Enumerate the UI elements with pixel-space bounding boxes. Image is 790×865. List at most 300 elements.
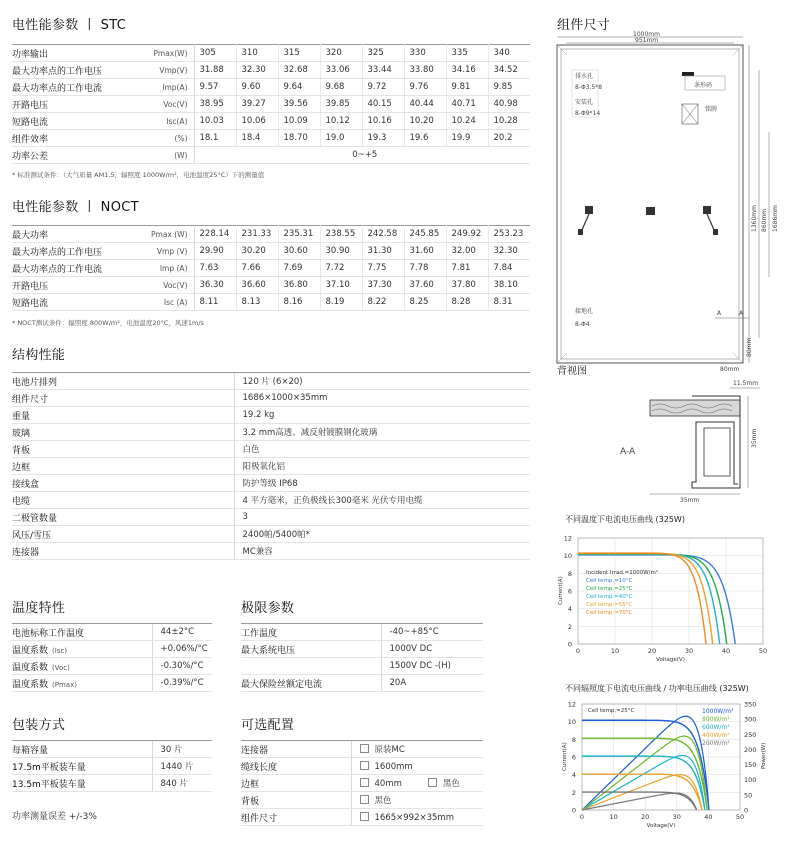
section-label: A-A	[620, 447, 636, 457]
row-label: 二极管数量	[12, 509, 234, 526]
legend-entry: Cell temp.=40°C	[586, 594, 633, 600]
cell-value: 33.06	[320, 62, 362, 79]
junction-box-left-icon	[578, 206, 593, 235]
cell-value: 10.24	[446, 113, 488, 130]
cell-value: 320	[320, 45, 362, 62]
option-label: 黑色	[374, 796, 392, 806]
noct-row	[12, 226, 530, 243]
cell-value: 7.69	[278, 260, 320, 277]
temperature-body	[12, 624, 212, 692]
y-tick-label: 10	[563, 552, 572, 561]
row-label: 玻璃	[12, 424, 234, 441]
barcode-icon	[682, 72, 694, 76]
structure-row	[12, 373, 530, 390]
packaging-note: 功率测量误差 +/-3%	[12, 812, 97, 822]
cell-value: 19.6	[404, 130, 446, 147]
row-label: 最大功率点的工作电压	[12, 62, 142, 79]
row-label: 功率公差	[12, 147, 142, 164]
structure-row	[12, 424, 530, 441]
row-unit: Voc(V)	[142, 277, 194, 294]
cell-value: 7.75	[362, 260, 404, 277]
cell-value: 39.27	[236, 96, 278, 113]
cell-value: 9.72	[362, 79, 404, 96]
cell-value: 9.81	[446, 79, 488, 96]
cell-value: 39.56	[278, 96, 320, 113]
row-label: 边框	[241, 775, 351, 792]
option-label: 1665×992×35mm	[374, 812, 454, 823]
row-label	[12, 675, 152, 692]
cell-value: 330	[404, 45, 446, 62]
option-checkbox[interactable]	[360, 812, 369, 821]
row-label: 接线盒	[12, 475, 234, 492]
label-drain-spec: 8-Φ3.5*8	[575, 84, 603, 91]
row-label: 短路电流	[12, 294, 142, 311]
packaging-row	[12, 758, 212, 775]
y2-tick-label: 0	[744, 806, 749, 815]
label-mount-spec: 8-Φ9*14	[575, 110, 601, 117]
row-label: 短路电流	[12, 113, 142, 130]
options-row	[241, 792, 483, 809]
cell-value: 37.60	[404, 277, 446, 294]
row-label: 开路电压	[12, 277, 142, 294]
row-value: 1440 片	[152, 758, 212, 775]
x-tick-label: 30	[684, 647, 694, 655]
y-axis-label: Current(A)	[558, 576, 564, 605]
packaging-body	[12, 741, 212, 792]
row-sub-label: (Pmax)	[52, 680, 77, 689]
cell-value: 7.72	[320, 260, 362, 277]
legend-entry: Cell temp.=25°C	[586, 586, 633, 592]
row-options	[351, 792, 483, 809]
cell-value: 238.55	[320, 226, 362, 243]
stc-row	[12, 79, 530, 96]
y-tick-label: 10	[567, 718, 576, 727]
cell-value: 32.00	[446, 243, 488, 260]
cell-value: 325	[362, 45, 404, 62]
row-value: 2400帕/5400帕*	[234, 526, 530, 543]
cell-value: 33.44	[362, 62, 404, 79]
structure-row	[12, 526, 530, 543]
row-value: 1000V DC	[381, 641, 483, 658]
cell-value: 30.60	[278, 243, 320, 260]
row-label: 工作温度	[241, 624, 381, 641]
row-unit: Imp(A)	[142, 79, 194, 96]
dim-80-horizontal: 80mm	[720, 366, 740, 373]
row-value: 20A	[381, 675, 483, 692]
row-value: +0.06%/°C	[152, 641, 212, 658]
options-row	[241, 809, 483, 826]
row-label: 电池片排列	[12, 373, 234, 390]
cell-value: 37.80	[446, 277, 488, 294]
limits-row	[241, 658, 483, 675]
row-value: 120 片 (6×20)	[234, 373, 530, 390]
cell-value: 7.78	[404, 260, 446, 277]
row-label-text: 温度系数	[12, 645, 49, 656]
pv-curve-4	[582, 793, 697, 810]
row-label-text: 温度系数	[12, 679, 49, 690]
label-ground-hole: 接地孔	[575, 308, 594, 315]
cell-value: 9.68	[320, 79, 362, 96]
legend-entry: Cell temp.=55°C	[586, 602, 633, 608]
row-label: 缆线长度	[241, 758, 351, 775]
cell-value: 37.10	[320, 277, 362, 294]
temperature-row	[12, 675, 212, 692]
stc-row	[12, 113, 530, 130]
noct-row	[12, 260, 530, 277]
cell-value: 40.44	[404, 96, 446, 113]
y2-tick-label: 50	[744, 791, 753, 800]
cell-value: 34.16	[446, 62, 488, 79]
cell-value: 38.10	[488, 277, 530, 294]
x-tick-label: 50	[735, 813, 745, 821]
row-unit: Pmax(W)	[142, 45, 194, 62]
y-axis-label: Current(A)	[562, 742, 568, 771]
back-view-label: 背视图	[557, 366, 587, 377]
y2-axis-label: Power(W)	[761, 742, 767, 769]
options-row	[241, 758, 483, 775]
row-value: 防护等级 IP68	[234, 475, 530, 492]
legend-entry: 1000W/m²	[702, 708, 734, 715]
cell-value: 9.60	[236, 79, 278, 96]
label-drain-hole: 排水孔	[575, 73, 594, 80]
row-unit: Vmp(V)	[142, 62, 194, 79]
cell-value: 8.11	[194, 294, 236, 311]
cell-value: 19.9	[446, 130, 488, 147]
row-value: 3	[234, 509, 530, 526]
cell-value: 18.1	[194, 130, 236, 147]
legend-entry: 600W/m²	[702, 724, 730, 731]
cell-value: 40.98	[488, 96, 530, 113]
x-axis-label: Voltage(V)	[656, 657, 685, 663]
cell-value: 10.03	[194, 113, 236, 130]
x-tick-label: 0	[579, 813, 585, 821]
stc-note: * 标准测试条件：（大气质量 AM1.5，辐照度 1000W/m²，电池温度25°C）下的测量值	[12, 171, 265, 179]
limits-body	[241, 624, 483, 692]
label-mount-hole: 安装孔	[575, 99, 594, 106]
cell-value: 10.06	[236, 113, 278, 130]
temperature-row	[12, 658, 212, 675]
y-tick-label: 8	[567, 569, 572, 578]
row-unit: Pmax (W)	[142, 226, 194, 243]
packaging-table	[12, 740, 212, 792]
cell-value: 31.88	[194, 62, 236, 79]
structure-row	[12, 458, 530, 475]
junction-box-center-icon	[646, 207, 655, 215]
iv-irradiance-chart	[560, 698, 780, 836]
cell-value: 235.31	[278, 226, 320, 243]
cell-value: 40.71	[446, 96, 488, 113]
iv-curve-2	[582, 756, 705, 810]
cell-value: 20.2	[488, 130, 530, 147]
row-value: 1500V DC -(H)	[381, 658, 483, 675]
noct-note: * NOCT测试条件：辐照度 800W/m²，电池温度20°C，风速1m/s	[12, 319, 204, 327]
row-label: 17.5m平板装车量	[12, 758, 152, 775]
cell-value: 10.28	[488, 113, 530, 130]
y-tick-label: 6	[571, 753, 576, 762]
row-label: 边框	[12, 458, 234, 475]
cell-value: 231.33	[236, 226, 278, 243]
section-mark-right: A	[739, 310, 744, 317]
cell-value: 37.30	[362, 277, 404, 294]
options-row	[241, 775, 483, 792]
row-options	[351, 775, 483, 792]
stc-row	[12, 96, 530, 113]
limits-row	[241, 624, 483, 641]
dim-frame-height: 35mm	[751, 428, 758, 448]
row-label: 最大功率点的工作电压	[12, 243, 142, 260]
options-table	[241, 740, 483, 826]
cell-value: 39.85	[320, 96, 362, 113]
option-checkbox[interactable]	[428, 778, 437, 787]
dim-width-outer: 1000mm	[633, 31, 660, 38]
row-label: 开路电压	[12, 96, 142, 113]
option-checkbox[interactable]	[360, 778, 369, 787]
row-value: 4 平方毫米，正负极线长300毫米 光伏专用电缆	[234, 492, 530, 509]
chart-annotation: Cell temp.=25°C	[588, 708, 635, 714]
cell-value: 38.95	[194, 96, 236, 113]
junction-box-right-icon	[703, 206, 718, 235]
y-tick-label: 0	[571, 806, 576, 815]
chart1-title: 不同温度下电流电压曲线 (325W)	[565, 515, 685, 524]
row-label: 连接器	[12, 543, 234, 560]
cell-value: 32.30	[488, 243, 530, 260]
cell-value: 7.84	[488, 260, 530, 277]
y2-tick-label: 200	[744, 745, 757, 754]
x-tick-label: 50	[758, 647, 768, 655]
temperature-row	[12, 624, 212, 641]
module-back-view	[545, 32, 790, 377]
options-body	[241, 741, 483, 826]
y-tick-label: 0	[567, 640, 572, 649]
iv-temperature-chart	[560, 530, 775, 670]
y2-tick-label: 300	[744, 715, 757, 724]
cell-value: 242.58	[362, 226, 404, 243]
limits-table	[241, 623, 483, 692]
cell-value: 9.57	[194, 79, 236, 96]
y2-tick-label: 150	[744, 761, 757, 770]
legend-entry: Cell temp.=70°C	[586, 610, 633, 616]
row-value: -0.39%/°C	[152, 675, 212, 692]
cell-value: 31.30	[362, 243, 404, 260]
row-label	[241, 658, 381, 675]
y-tick-label: 6	[567, 587, 572, 596]
structure-row	[12, 475, 530, 492]
cell-value: 33.80	[404, 62, 446, 79]
row-label: 最大功率点的工作电流	[12, 79, 142, 96]
row-sub-label: (Voc)	[52, 663, 70, 672]
option-label: 1600mm	[374, 761, 413, 772]
label-barcode: 条形码	[694, 82, 713, 89]
y2-tick-label: 350	[744, 700, 757, 709]
y2-tick-label: 100	[744, 776, 757, 785]
x-tick-label: 10	[609, 813, 618, 821]
option-checkbox[interactable]	[360, 744, 369, 753]
y-tick-label: 2	[567, 622, 572, 631]
structure-row	[12, 441, 530, 458]
iv-curve-4	[582, 792, 697, 810]
packaging-title: 包装方式	[12, 718, 66, 733]
glass-laminate	[650, 400, 740, 416]
cell-value: 340	[488, 45, 530, 62]
row-label: 功率输出	[12, 45, 142, 62]
cell-value: 228.14	[194, 226, 236, 243]
row-label: 最大系统电压	[241, 641, 381, 658]
cell-value: 30.90	[320, 243, 362, 260]
noct-body	[12, 226, 530, 311]
row-options	[351, 758, 483, 775]
chart2-title: 不同辐照度下电流电压曲线 / 功率电压曲线 (325W)	[565, 684, 749, 693]
cell-value: 10.12	[320, 113, 362, 130]
row-value: 3.2 mm高透、减反射镀膜钢化玻璃	[234, 424, 530, 441]
cell-value: 32.30	[236, 62, 278, 79]
y-tick-label: 2	[571, 788, 576, 797]
x-axis-label: Voltage(V)	[646, 823, 676, 829]
row-value: 840 片	[152, 775, 212, 792]
legend-header: Incident Irrad.=1000W/m²	[586, 570, 659, 576]
row-label: 风压/雪压	[12, 526, 234, 543]
cell-value: 10.09	[278, 113, 320, 130]
cell-value: 9.64	[278, 79, 320, 96]
y-tick-label: 12	[567, 700, 576, 709]
row-options	[351, 741, 483, 758]
option-checkbox[interactable]	[360, 795, 369, 804]
cell-value: 8.19	[320, 294, 362, 311]
option-checkbox[interactable]	[360, 761, 369, 770]
cell-value: 8.25	[404, 294, 446, 311]
row-label	[12, 641, 152, 658]
stc-row	[12, 62, 530, 79]
row-label: 连接器	[241, 741, 351, 758]
noct-row	[12, 243, 530, 260]
structure-body	[12, 373, 530, 560]
noct-table	[12, 225, 530, 311]
row-value: -0.30%/°C	[152, 658, 212, 675]
limits-title: 极限参数	[241, 601, 295, 616]
cell-value: 8.31	[488, 294, 530, 311]
row-label: 最大保险丝额定电流	[241, 675, 381, 692]
x-tick-label: 20	[647, 647, 657, 655]
row-label: 13.5m平板装车量	[12, 775, 152, 792]
option-label: 黑色	[442, 779, 460, 789]
cell-value: 0~+5	[194, 147, 530, 164]
noct-title: 电性能参数 丨 NOCT	[12, 200, 139, 215]
cell-value: 245.85	[404, 226, 446, 243]
row-label: 电池标称工作温度	[12, 624, 152, 641]
cell-value: 7.66	[236, 260, 278, 277]
cell-value: 253.23	[488, 226, 530, 243]
packaging-row	[12, 741, 212, 758]
row-label: 组件效率	[12, 130, 142, 147]
legend-entry: Cell temp.=10°C	[586, 578, 633, 584]
stc-body	[12, 45, 530, 164]
cell-value: 10.16	[362, 113, 404, 130]
cell-value: 18.4	[236, 130, 278, 147]
x-tick-label: 10	[610, 647, 620, 655]
frame-cross-section	[600, 376, 770, 506]
x-tick-label: 40	[721, 647, 731, 655]
cell-value: 36.60	[236, 277, 278, 294]
cell-value: 8.22	[362, 294, 404, 311]
drawing-title: 组件尺寸	[557, 18, 611, 33]
row-label: 背板	[12, 441, 234, 458]
dim-1686: 1686mm	[772, 205, 779, 232]
dim-860: 860mm	[761, 208, 768, 232]
row-value: 44±2°C	[152, 624, 212, 641]
cell-value: 7.81	[446, 260, 488, 277]
row-label: 组件尺寸	[241, 809, 351, 826]
row-label: 电缆	[12, 492, 234, 509]
cell-value: 305	[194, 45, 236, 62]
row-sub-label: (Isc)	[52, 646, 68, 655]
row-unit: Isc (A)	[142, 294, 194, 311]
row-value: 白色	[234, 441, 530, 458]
y-tick-label: 4	[567, 605, 572, 614]
temperature-row	[12, 641, 212, 658]
module-frame	[557, 45, 743, 363]
structure-row	[12, 543, 530, 560]
cell-value: 31.60	[404, 243, 446, 260]
row-value: 19.2 kg	[234, 407, 530, 424]
y-tick-label: 12	[563, 534, 572, 543]
stc-title: 电性能参数 丨 STC	[12, 18, 127, 33]
row-label: 组件尺寸	[12, 390, 234, 407]
legend-entry: 400W/m²	[702, 732, 730, 739]
option-label: 40mm	[374, 779, 402, 789]
row-label: 重量	[12, 407, 234, 424]
row-value: 30 片	[152, 741, 212, 758]
cell-value: 36.30	[194, 277, 236, 294]
x-tick-label: 20	[641, 813, 650, 821]
structure-row	[12, 492, 530, 509]
dim-1360: 1360mm	[751, 205, 758, 232]
pv-curve-2	[582, 756, 704, 810]
label-ground-spec: 8-Φ4	[575, 321, 590, 328]
cell-value: 7.63	[194, 260, 236, 277]
row-label: 每箱容量	[12, 741, 152, 758]
row-value: 阳极氧化铝	[234, 458, 530, 475]
dim-frame-width: 35mm	[680, 497, 700, 504]
cell-value: 19.0	[320, 130, 362, 147]
noct-row	[12, 277, 530, 294]
noct-row	[12, 294, 530, 311]
row-unit: Voc(V)	[142, 96, 194, 113]
structure-row	[12, 407, 530, 424]
x-tick-label: 0	[575, 647, 581, 655]
cell-value: 315	[278, 45, 320, 62]
options-title: 可选配置	[241, 718, 295, 733]
row-value: -40~+85°C	[381, 624, 483, 641]
row-label: 最大功率	[12, 226, 142, 243]
y2-tick-label: 250	[744, 730, 757, 739]
x-tick-label: 30	[672, 813, 681, 821]
packaging-row	[12, 775, 212, 792]
cell-value: 30.20	[236, 243, 278, 260]
row-unit: Vmp (V)	[142, 243, 194, 260]
row-value: MC兼容	[234, 543, 530, 560]
option-label: 原装MC	[374, 745, 405, 755]
label-nameplate: 铭牌	[705, 106, 718, 113]
temperature-title: 温度特性	[12, 601, 66, 616]
structure-row	[12, 390, 530, 407]
options-row	[241, 741, 483, 758]
cell-value: 8.16	[278, 294, 320, 311]
cell-value: 40.15	[362, 96, 404, 113]
row-unit: Isc(A)	[142, 113, 194, 130]
cell-value: 9.85	[488, 79, 530, 96]
cell-value: 34.52	[488, 62, 530, 79]
stc-row	[12, 45, 530, 62]
cell-value: 249.92	[446, 226, 488, 243]
